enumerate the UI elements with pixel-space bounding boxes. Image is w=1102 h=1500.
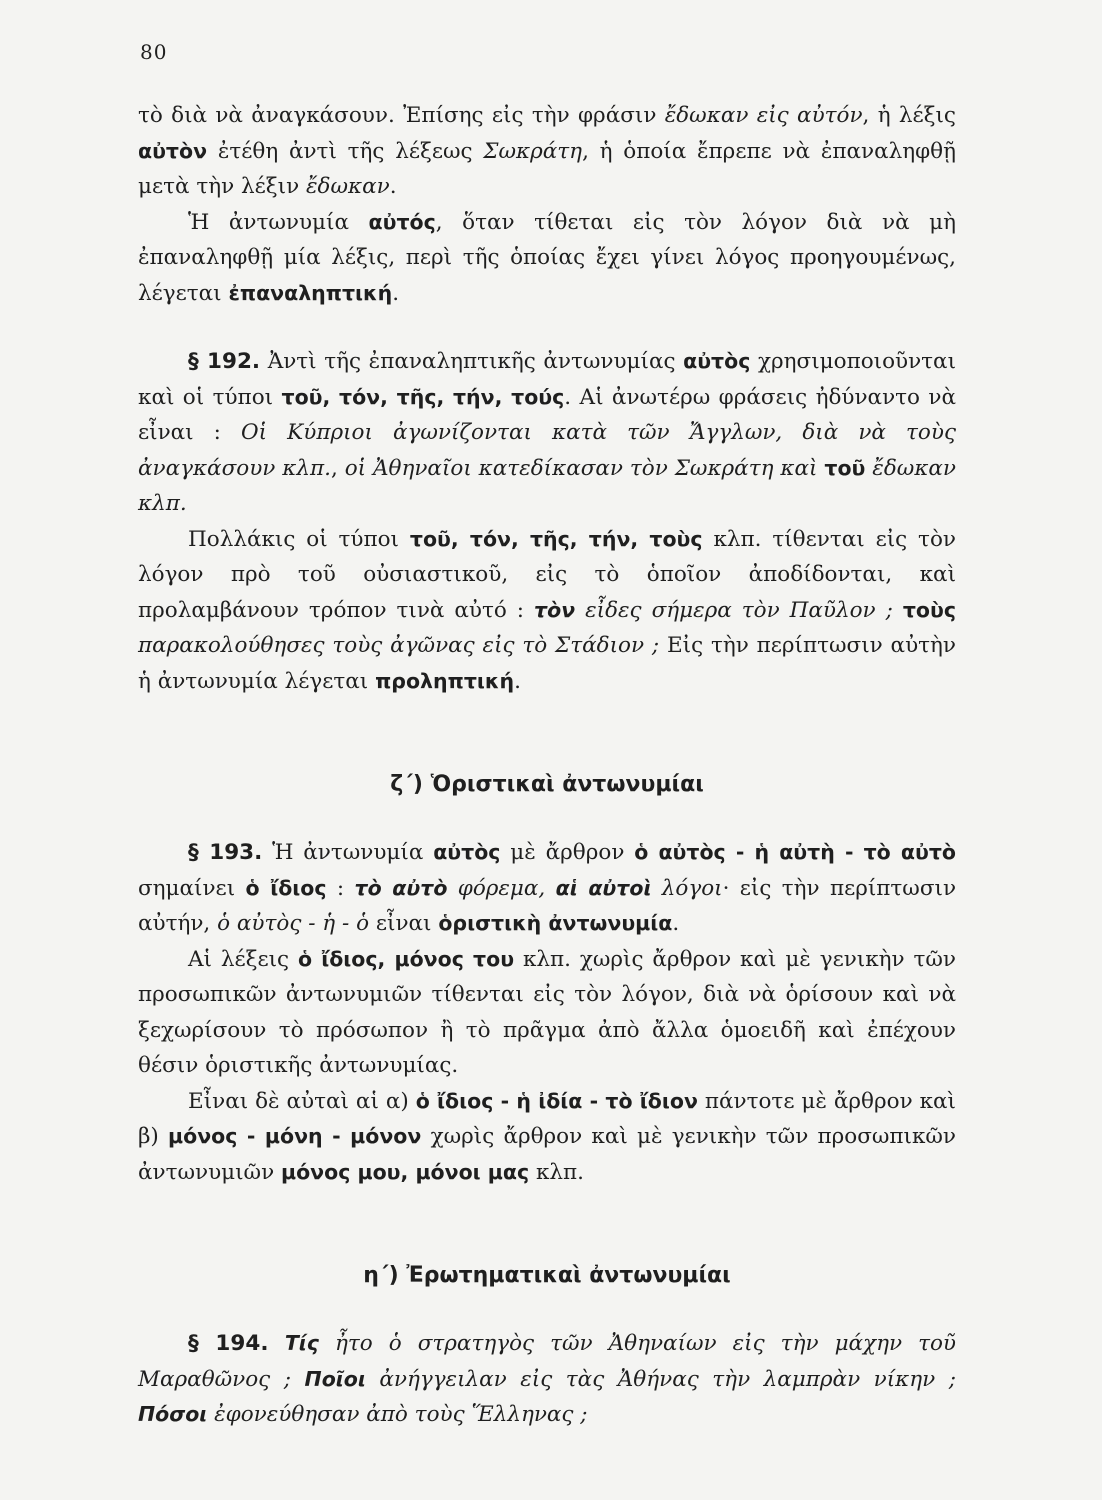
italic-text: ἔδωκαν εἰς αὐτόν — [664, 103, 863, 128]
bold-term: ὁ ἴδιος, μόνος του — [297, 946, 515, 971]
text-run: Ἐπίσης εἰς τὴν φράσιν — [403, 103, 665, 128]
text-run: . — [514, 668, 521, 694]
text-run: Ἡ ἀντωνυμία — [188, 209, 369, 235]
text-run: κλπ. — [529, 1159, 584, 1185]
text-run: ἐτέθη ἀντὶ τῆς λέξεως — [207, 138, 484, 164]
section-number: § 194. — [188, 1331, 269, 1356]
bold-term: ὁ ἴδιος — [245, 875, 327, 900]
bold-term: ὁ ἴδιος - ἡ ἰδία - τὸ ἴδιον — [415, 1088, 698, 1113]
italic-text: ἀνήγγειλαν εἰς τὰς Ἀθήνας τὴν λαμπρὰν νίκην ; — [365, 1366, 956, 1392]
bold-italic-term: Πόσοι — [138, 1402, 208, 1426]
text-run: , ἡ λέξις — [862, 103, 956, 128]
bold-italic-term: Ποῖοι — [304, 1366, 366, 1391]
italic-text: οἱ Ἀθηναῖοι κατεδίκασαν τὸν Σωκράτη καὶ — [344, 455, 825, 481]
bold-term: αὐτός — [368, 209, 436, 234]
bold-term: τοῦ, τόν, τῆς, τήν, τούς — [281, 384, 565, 409]
section-heading-oristikai: ζ΄) Ὁριστικαὶ ἀντωνυμίαι — [390, 772, 704, 797]
paragraph-continuation — [138, 98, 956, 205]
bold-term: ὁ αὐτὸς - ἡ αὐτὴ - τὸ αὐτὸ — [634, 840, 956, 864]
paragraph-section-194 — [138, 1326, 956, 1433]
text-run: Πολλάκις οἱ τύποι — [188, 526, 410, 552]
bold-italic-term: τὸν — [534, 597, 576, 622]
page-body — [138, 98, 956, 1433]
italic-text: Σωκράτη — [483, 138, 583, 164]
paragraph-monos — [138, 1084, 956, 1191]
text-run: χρησιμοποιοῦνται καὶ οἱ τύποι — [138, 349, 956, 410]
text-run: · εἰς τὴν περίπτωσιν αὐτήν, — [138, 875, 957, 936]
text-run: Εἰς τὴν περίπτωσιν αὐτὴν ἡ ἀντωνυμία λέγεται — [138, 633, 956, 694]
italic-text: ἔδωκαν — [305, 174, 390, 199]
text-run: Αἱ λέξεις — [188, 946, 298, 972]
text-run: . — [392, 280, 400, 306]
bold-italic-term: αἱ αὐτοὶ — [555, 875, 652, 900]
text-run: . — [672, 911, 680, 936]
page-number: 80 — [140, 40, 168, 64]
text-run: Ἡ ἀντωνυμία — [262, 840, 434, 865]
italic-text: φόρεμα, — [447, 875, 556, 901]
text-run: : — [326, 875, 355, 901]
paragraph-o-idios — [138, 942, 956, 1084]
bold-term: τοὺς — [902, 597, 956, 622]
italic-text: εἶδες σήμερα τὸν Παῦλον ; — [575, 597, 903, 623]
bold-term: ὁριστικὴ ἀντωνυμία — [438, 911, 673, 935]
section-number: § 192. — [188, 349, 261, 374]
text-run: . Αἱ ἀνωτέρω φράσεις ἠδύναντο νὰ εἶναι : — [138, 384, 956, 445]
text-run: , ἡ ὁποία ἔπρεπε νὰ ἐπαναληφθῇ μετὰ τὴν λέξιν — [138, 138, 956, 199]
text-run: σημαίνει — [138, 875, 246, 901]
text-run: Εἶναι δὲ αὐταὶ αἱ α) — [188, 1088, 416, 1114]
text-run: . — [389, 174, 397, 199]
bold-term: τοῦ — [824, 455, 866, 480]
italic-text: Οἱ Κύπριοι ἀγωνίζονται κατὰ τῶν Ἄγγλων, διὰ νὰ τοὺς ἀναγκάσουν κλπ. — [138, 420, 956, 481]
section-heading-erotimatikai: η΄) Ἐρωτηματικαὶ ἀντωνυμίαι — [363, 1263, 731, 1288]
text-run: κλπ. τίθενται εἰς τὸν λόγον πρὸ τοῦ οὐσιαστικοῦ, εἰς τὸ ὁποῖον ἀποδίδονται, καὶ προλαμβάνουν τρόπον τινὰ αὐτό : — [138, 526, 956, 623]
text-run: Ἀντὶ τῆς ἐπαναληπτικῆς ἀντωνυμίας — [260, 349, 684, 374]
paragraph-proliptiki — [138, 522, 956, 700]
text-run: μὲ ἄρθρον — [500, 840, 635, 865]
italic-text: ἐφονεύθησαν ἀπὸ τοὺς Ἕλληνας ; — [207, 1402, 588, 1427]
italic-text: ὁ αὐτὸς - ἡ - ὁ — [217, 911, 370, 936]
bold-term: τοῦ, τόν, τῆς, τήν, τοὺς — [409, 526, 703, 551]
italic-text: λόγοι — [651, 875, 723, 901]
text-run: , ὅταν τίθεται εἰς τὸν λόγον διὰ νὰ μὴ ἐπαναληφθῇ μία λέξις, περὶ τῆς ὁποίας ἔχει γίνει λόγος προηγουμένως, λέγεται — [138, 209, 956, 306]
text-run: χωρὶς ἄρθρον καὶ μὲ γενικὴν τῶν προσωπικῶν ἀντωνυμιῶν — [138, 1124, 957, 1185]
bold-term: προληπτική — [375, 668, 515, 693]
text-run: κλπ. χωρὶς ἄρθρον καὶ μὲ γενικὴν τῶν προσωπικῶν ἀντωνυμιῶν τίθενται εἰς τὸν λόγον, διὰ νὰ ὁρίσουν καὶ νὰ ξεχωρίσουν τὸ πρόσωπον ἢ τὸ πρᾶγμα ἀπὸ ἄλλα ὁμοειδῆ καὶ ἐπέχουν θέσιν ὁριστικῆς ἀντωνυμίας. — [138, 946, 956, 1078]
text-run: εἶναι — [369, 911, 439, 936]
text-run: , — [330, 455, 345, 481]
bold-term: αὐτὸν — [138, 138, 208, 163]
italic-text: ἔδωκαν κλπ. — [138, 455, 957, 516]
bold-term: μόνος - μόνη - μόνον — [168, 1124, 422, 1148]
paragraph-section-193 — [138, 835, 956, 942]
text-run: πάντοτε μὲ ἄρθρον καὶ β) — [138, 1088, 956, 1149]
bold-term: μόνος μου, μόνοι μας — [281, 1159, 530, 1184]
bold-italic-term: Τίς — [268, 1331, 319, 1355]
bold-term: αὐτὸς — [433, 840, 501, 864]
text-run: τὸ διὰ νὰ ἀναγκάσουν. — [138, 103, 404, 128]
bold-term: αὐτὸς — [683, 349, 751, 373]
bold-term: ἐπαναληπτική — [228, 280, 393, 305]
section-number: § 193. — [188, 840, 263, 865]
bold-italic-term: τὸ αὐτὸ — [354, 875, 448, 900]
paragraph-section-192 — [138, 344, 956, 522]
italic-text: παρακολούθησες τοὺς ἀγῶνας εἰς τὸ Στάδιον ; — [138, 633, 660, 658]
paragraph-epanaliptiki — [138, 205, 956, 312]
italic-text: ἦτο ὁ στρατηγὸς τῶν Ἀθηναίων εἰς τὴν μάχην τοῦ Μαραθῶνος ; — [138, 1331, 956, 1392]
